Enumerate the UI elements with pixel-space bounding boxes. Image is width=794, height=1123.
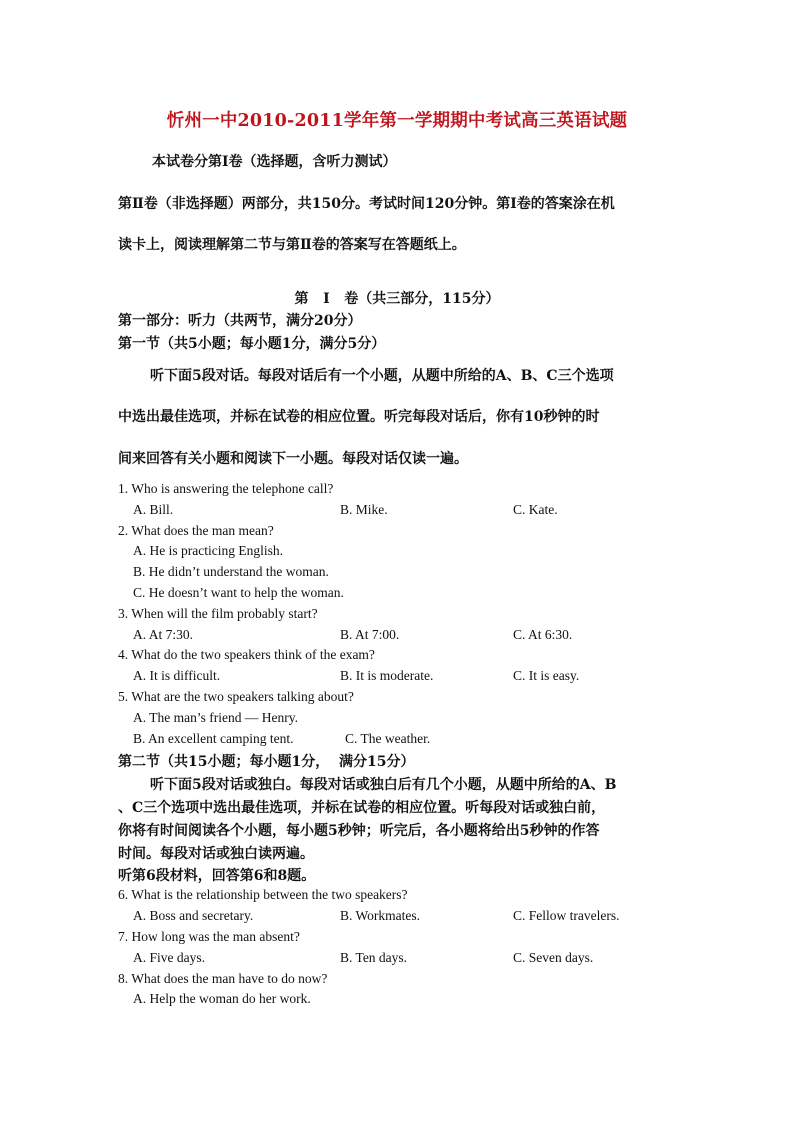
question-6: 6. What is the relationship between the two speakers? [118, 887, 408, 902]
section2-instruction-3: 你将有时间阅读各个小题，每小题5秒钟；听完后，各小题将给出5秒钟的作答 [118, 823, 600, 839]
section1-instruction-3: 间来回答有关小题和阅读下一小题。每段对话仅读一遍。 [118, 451, 468, 467]
intro-line-1: 本试卷分第Ⅰ卷（选择题，含听力测试） [152, 154, 397, 170]
question-3: 3. When will the film probably start? [118, 606, 318, 621]
option-a: A. The man’s friend — Henry. [133, 710, 298, 725]
option-b: B. An excellent camping tent. [133, 731, 294, 746]
volume-heading: 第 Ⅰ 卷（共三部分，115分） [294, 291, 500, 307]
option-c: C. Seven days. [513, 950, 594, 965]
section1-heading: 第一节（共5小题；每小题1分，满分5分） [118, 336, 386, 352]
section2-heading: 第二节（共15小题；每小题1分， 满分15分） [118, 754, 415, 770]
option-c: C. The weather. [345, 731, 431, 746]
section2-instruction-2: 、C三个选项中选出最佳选项，并标在试卷的相应位置。听每段对话或独白前， [118, 800, 606, 816]
question-4: 4. What do the two speakers think of the exam? [118, 647, 375, 662]
question-1: 1. Who is answering the telephone call? [118, 481, 334, 496]
option-b: B. Ten days. [340, 950, 408, 965]
option-c: C. He doesn’t want to help the woman. [133, 585, 344, 600]
option-a: A. Five days. [133, 950, 205, 965]
option-a: A. He is practicing English. [133, 543, 283, 558]
option-c: C. Kate. [513, 502, 558, 517]
option-b: B. He didn’t understand the woman. [133, 564, 329, 579]
question-2: 2. What does the man mean? [118, 523, 274, 538]
option-b: B. Workmates. [340, 908, 421, 923]
option-a: A. Bill. [133, 502, 174, 517]
option-c: C. Fellow travelers. [513, 908, 620, 923]
part1-heading: 第一部分：听力（共两节，满分20分） [118, 313, 362, 329]
section1-instruction-1: 听下面5段对话。每段对话后有一个小题，从题中所给的A、B、C三个选项 [150, 368, 614, 384]
section1-instruction-2: 中选出最佳选项，并标在试卷的相应位置。听完每段对话后，你有10秒钟的时 [118, 409, 600, 425]
question-5: 5. What are the two speakers talking about? [118, 689, 354, 704]
option-b: B. Mike. [340, 502, 388, 517]
option-c: C. At 6:30. [513, 627, 573, 642]
question-7: 7. How long was the man absent? [118, 929, 300, 944]
option-a: A. It is difficult. [133, 668, 221, 683]
option-a: A. At 7:30. [133, 627, 194, 642]
option-b: B. It is moderate. [340, 668, 434, 683]
intro-line-2: 第Ⅱ卷（非选择题）两部分，共150分。考试时间120分钟。第Ⅰ卷的答案涂在机 [118, 196, 615, 212]
intro-line-3: 读卡上，阅读理解第二节与第Ⅱ卷的答案写在答题纸上。 [118, 237, 466, 253]
option-c: C. It is easy. [513, 668, 580, 683]
material-label: 听第6段材料，回答第6和8题。 [118, 868, 316, 884]
page-title: 忻州一中2010-2011学年第一学期期中考试高三英语试题 [166, 111, 628, 131]
option-a: A. Boss and secretary. [133, 908, 254, 923]
section2-instruction-1: 听下面5段对话或独白。每段对话或独白后有几个小题，从题中所给的A、B [150, 777, 617, 793]
section2-instruction-4: 时间。每段对话或独白读两遍。 [118, 846, 314, 862]
option-b: B. At 7:00. [340, 627, 400, 642]
option-a: A. Help the woman do her work. [133, 991, 311, 1006]
question-8: 8. What does the man have to do now? [118, 971, 328, 986]
